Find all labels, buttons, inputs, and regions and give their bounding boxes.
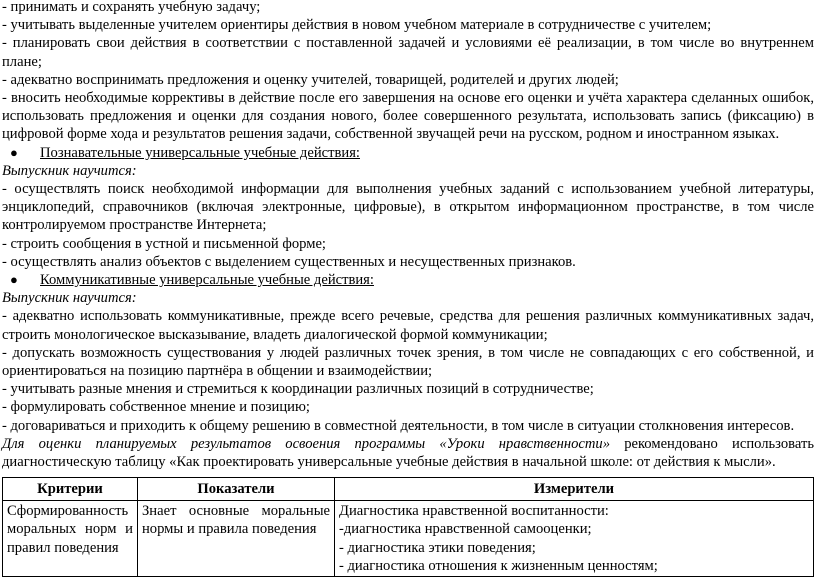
paragraph-accept-task: - принимать и сохранять учебную задачу; [2,0,261,15]
document-page [2,0,814,577]
assessment-normal: рекомендовано использовать диагностическую таблицу «Как проектировать универсальные учебные действия в начальной школе: от действия к мысли». [2,435,814,471]
measure-line: -диагностика нравственной самооценки; [339,521,592,538]
table-header-row [3,478,814,501]
communicative-heading [2,271,814,289]
paragraph-make-corrections: - вносить необходимые коррективы в действие после его завершения на основе его оценки и учёта характера сделанных ошибок, использовать предложения и оценки для создания нового, более совершенного результата, использовать запись (фиксацию) в цифровой форме хода и результатов решения задачи, собственной звучащей речи на русском, родном и иностранном языках. [2,90,814,143]
communicative-item: - допускать возможность существования у людей различных точек зрения, в том числе не совпадающих с его собственной, и ориентироваться на позицию партнёра в общении и взаимодействии; [2,344,814,380]
cell-indicator: Знает основные моральные нормы и правила поведения [138,501,335,577]
cognitive-item: - осуществлять поиск необходимой информации для выполнения учебных заданий с использованием учебной литературы, энциклопедий, справочников (включая электронные, цифровые), в открытом информационном пространстве, в том числе контролируемом пространстве Интернета; [2,181,814,234]
measure-line: - диагностика отношения к жизненным ценностям; [339,557,658,574]
diagnostics-table [2,477,814,577]
cognitive-heading [2,144,814,162]
cognitive-item: - строить сообщения в устной и письменной форме; [2,235,326,252]
header-indicators: Показатели [138,478,335,501]
cognitive-item: - осуществлять анализ объектов с выделением существенных и несущественных признаков. [2,253,576,270]
cell-criterion: Сформированность моральных норм и правил поведения [3,501,138,577]
assessment-paragraph [2,435,814,471]
communicative-item: - формулировать собственное мнение и позицию; [2,399,310,416]
paragraph-consider-guidelines: - учитывать выделенные учителем ориентиры действия в новом учебном материале в сотрудничестве с учителем; [2,17,712,34]
measure-line: Диагностика нравственной воспитанности: [339,503,609,520]
cognitive-graduate-label: Выпускник научится: [2,162,137,179]
table-row [3,501,814,577]
communicative-graduate-label: Выпускник научится: [2,290,137,307]
communicative-item: - договариваться и приходить к общему решению в совместной деятельности, в том числе в ситуации столкновения интересов. [2,417,795,434]
paragraph-plan-actions: - планировать свои действия в соответствии с поставленной задачей и условиями её реализации, в том числе во внутреннем плане; [2,35,814,70]
communicative-item: - учитывать разные мнения и стремиться к координации различных позиций в сотрудничестве; [2,381,594,398]
bullet-icon: ● [10,144,18,160]
cognitive-heading-text: Познавательные универсальные учебные действия: [40,144,360,161]
communicative-item: - адекватно использовать коммуникативные, прежде всего речевые, средства для решения различных коммуникативных задач, строить монологическое высказывание, владеть диалогической формой коммуникации; [2,308,814,343]
assessment-italic: Для оценки планируемых результатов освоения программы «Уроки нравственности» [2,435,610,452]
paragraph-perceive-feedback: - адекватно воспринимать предложения и оценку учителей, товарищей, родителей и других людей; [2,71,619,88]
measure-line: - диагностика этики поведения; [339,539,536,556]
cell-measures [335,501,814,577]
header-measures: Измерители [335,478,814,501]
bullet-icon: ● [10,272,18,288]
header-criteria: Критерии [3,478,138,501]
communicative-heading-text: Коммуникативные универсальные учебные действия: [40,272,374,289]
